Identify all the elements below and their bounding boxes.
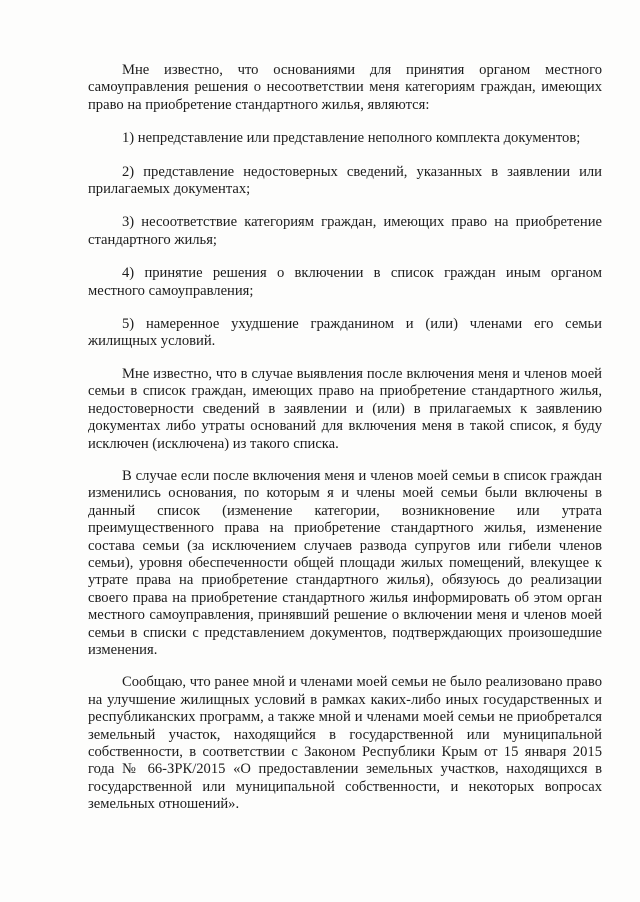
ground-item-5: 5) намеренное ухудшение гражданином и (или) членами его семьи жилищных условий.: [88, 316, 602, 350]
ground-item-1: 1) непредставление или представление неполного комплекта документов;: [122, 130, 581, 147]
document-body: [88, 62, 602, 814]
ground-item-3: 3) несоответствие категориям граждан, имеющих право на приобретение стандартного жилья;: [88, 214, 602, 248]
intro-paragraph: Мне известно, что основаниями для принятия органом местного самоуправления решения о несоответствии меня категориям граждан, имеющих право на приобретение стандартного жилья, являются:: [88, 62, 602, 113]
exclusion-notice-paragraph: Мне известно, что в случае выявления после включения меня и членов моей семьи в список граждан, имеющих право на приобретение стандартного жилья, недостоверности сведений в заявлении и (или) в прилагаемых к заявлению документах либо утраты оснований для включения меня в такой список, я буду исключен (исключена) из такого списка.: [88, 365, 602, 452]
change-obligation-paragraph: В случае если после включения меня и членов моей семьи в список граждан изменились основания, по которым я и члены моей семьи были включены в данный список (изменение категории, возникновение или утрата преимущественного права на приобретение стандартного жилья, изменение состава семьи (за исключением случаев развода супругов или гибели членов семьи), уровня обеспеченности общей площади жилых помещений, влекущее к утрате права на приобретение стандартного жилья), обязуюсь до реализации своего права на приобретение стандартного жилья информировать об этом орган местного самоуправления, принявший решение о включении меня и членов моей семьи в списки с представлением документов, подтверждающих произошедшие изменения.: [88, 467, 602, 658]
prior-rights-paragraph: Сообщаю, что ранее мной и членами моей семьи не было реализовано право на улучшение жилищных условий в рамках каких-либо иных государственных и республиканских программ, а также мной и членами моей семьи не приобретался земельный участок, находящийся в государственной или муниципальной собственности, в соответствии с Законом Республики Крым от 15 января 2015 года № 66-ЗРК/2015 «О предоставлении земельных участков, находящихся в государственной или муниципальной собственности, и некоторых вопросах земельных отношений».: [88, 674, 602, 813]
ground-item-2: 2) представление недостоверных сведений, указанных в заявлении или прилагаемых документах;: [88, 163, 602, 198]
ground-item-4: 4) принятие решения о включении в список граждан иным органом местного самоуправления;: [88, 265, 602, 299]
